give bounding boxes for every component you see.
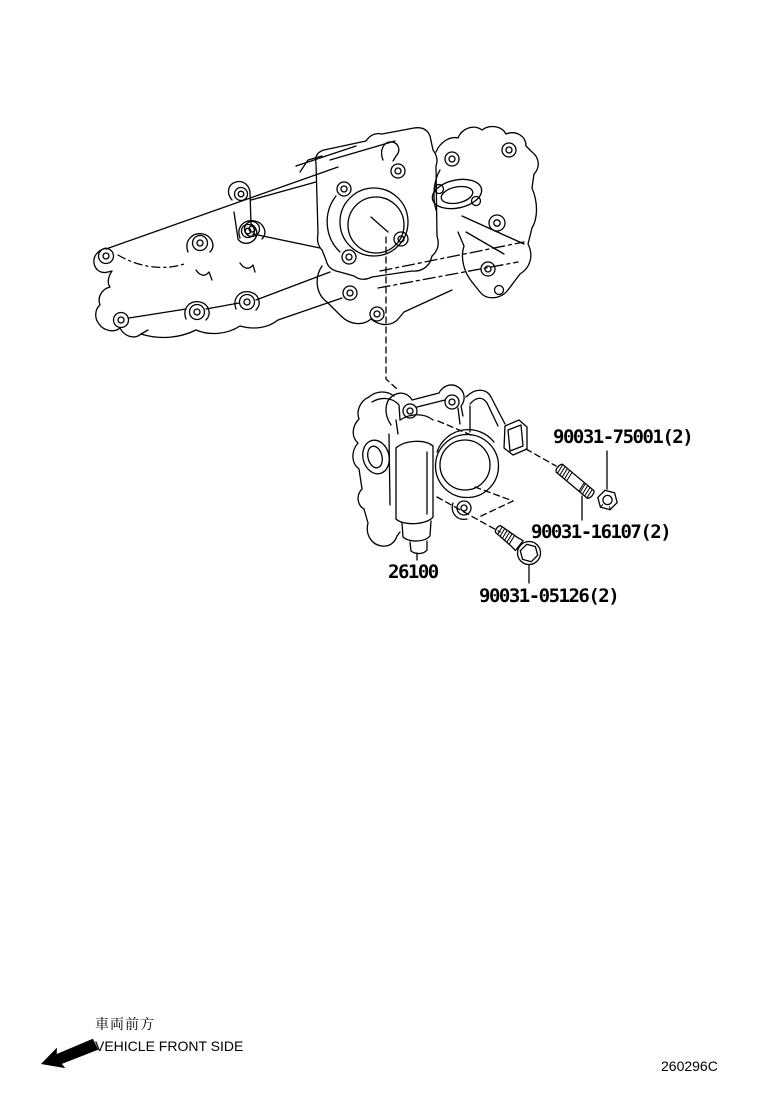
front-direction-arrow-icon — [38, 1036, 101, 1074]
part-number-nut: 90031-75001(2) — [553, 426, 693, 448]
intake-manifold-illustration — [94, 127, 538, 338]
gasket-face-dashed-line — [475, 487, 513, 517]
part-number-throttle-body: 26100 — [388, 561, 438, 583]
part-number-stud: 90031-16107(2) — [531, 521, 671, 543]
callout-leader-lines — [417, 451, 607, 583]
flange-nut-illustration — [598, 490, 617, 509]
manifold-to-throttle-dashed-line — [386, 237, 397, 389]
front-side-label-english: VEHICLE FRONT SIDE — [95, 1038, 244, 1054]
stud-axis-dashed-line — [526, 449, 556, 466]
front-side-label-japanese: 車両前方 — [95, 1016, 155, 1032]
part-number-bolt: 90031-05126(2) — [479, 585, 619, 607]
stud-illustration — [555, 463, 596, 499]
figure-code: 260296C — [661, 1058, 718, 1074]
